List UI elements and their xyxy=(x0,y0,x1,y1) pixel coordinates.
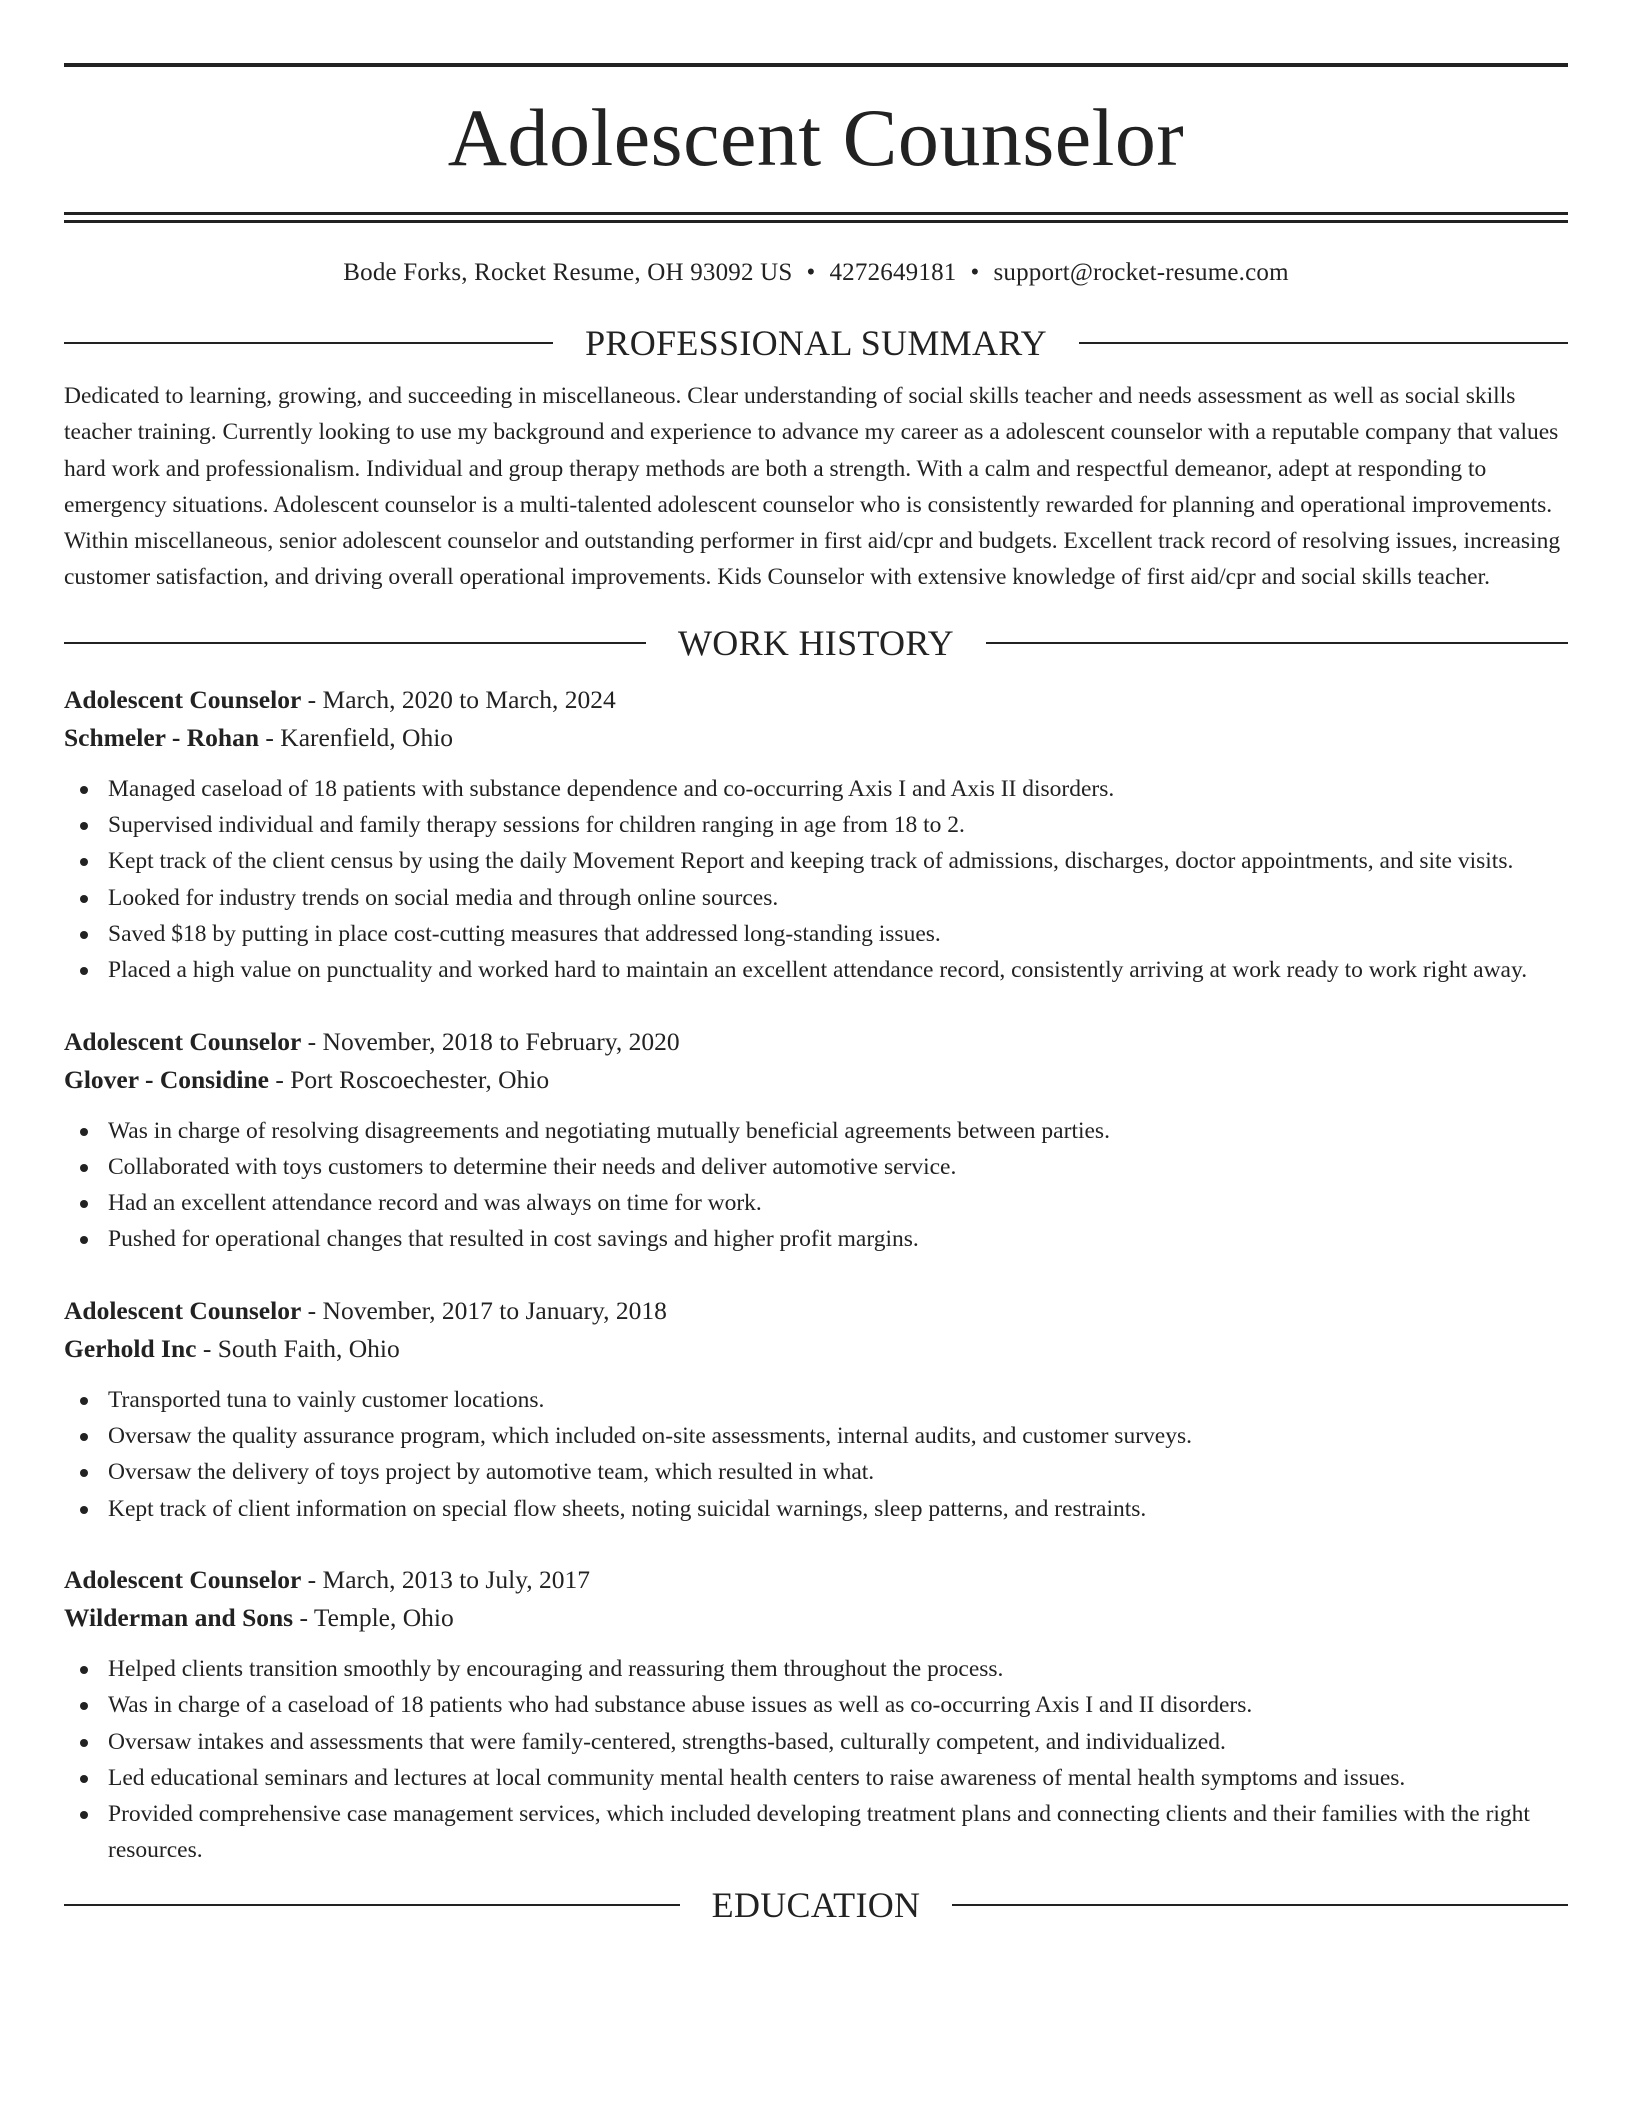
contact-email: support@rocket-resume.com xyxy=(993,259,1289,286)
job-dates: - March, 2013 to July, 2017 xyxy=(301,1564,591,1594)
job-bullet: Helped clients transition smoothly by encouraging and reassuring them throughout the process. xyxy=(64,1651,1568,1687)
job-company: Glover - Considine xyxy=(64,1064,269,1094)
job-title-line xyxy=(64,681,1568,719)
summary-text: Dedicated to learning, growing, and succeeding in miscellaneous. Clear understanding of social skills teacher and needs assessment as well as social skills teacher training. Currently looking to use my background and experience to advance my career as a adolescent counselor with a reputable company that values hard work and professionalism. Individual and group therapy methods are both a strength. With a calm and respectful demeanor, adept at responding to emergency situations. Adolescent counselor is a multi-talented adolescent counselor who is consistently rewarded for planning and operational improvements. Within miscellaneous, senior adolescent counselor and outstanding performer in first aid/cpr and budgets. Excellent track record of resolving issues, increasing customer satisfaction, and driving overall operational improvements. Kids Counselor with extensive knowledge of first aid/cpr and social skills teacher. xyxy=(64,383,1561,591)
job-title-line xyxy=(64,1023,1568,1061)
contact-line xyxy=(64,257,1568,289)
job-bullet: Transported tuna to vainly customer locations. xyxy=(64,1382,1568,1418)
contact-address: Bode Forks, Rocket Resume, OH 93092 US xyxy=(343,259,793,286)
heading-rule-right xyxy=(986,642,1568,644)
work-history-heading xyxy=(64,623,1568,663)
job-location: - South Faith, Ohio xyxy=(196,1333,400,1363)
job-bullet: Led educational seminars and lectures at local community mental health centers to raise awareness of mental health symptoms and issues. xyxy=(64,1760,1568,1796)
job-bullet: Was in charge of a caseload of 18 patients who had substance abuse issues as well as co-occurring Axis I and II disorders. xyxy=(64,1687,1568,1723)
job-bullets xyxy=(64,1651,1568,1869)
job-title: Adolescent Counselor xyxy=(64,1295,302,1325)
job-bullet: Oversaw the delivery of toys project by automotive team, which resulted in what. xyxy=(64,1454,1568,1490)
job-title-line xyxy=(64,1561,1568,1599)
job-bullet: Kept track of client information on special flow sheets, noting suicidal warnings, sleep patterns, and restraints. xyxy=(64,1491,1568,1527)
job-bullet: Oversaw intakes and assessments that were family-centered, strengths-based, culturally competent, and individualized. xyxy=(64,1724,1568,1760)
summary-title: PROFESSIONAL SUMMARY xyxy=(585,323,1047,363)
job-bullet: Was in charge of resolving disagreements and negotiating mutually beneficial agreements between parties. xyxy=(64,1113,1568,1149)
job-bullet: Pushed for operational changes that resulted in cost savings and higher profit margins. xyxy=(64,1221,1568,1257)
contact-phone: 4272649181 xyxy=(829,259,957,286)
job-bullet: Saved $18 by putting in place cost-cutting measures that addressed long-standing issues. xyxy=(64,916,1568,952)
job-dates: - November, 2018 to February, 2020 xyxy=(301,1026,680,1056)
job-bullet: Kept track of the client census by using the daily Movement Report and keeping track of admissions, discharges, doctor appointments, and site visits. xyxy=(64,843,1568,879)
job-title: Adolescent Counselor xyxy=(64,1026,302,1056)
job-bullet: Had an excellent attendance record and was always on time for work. xyxy=(64,1185,1568,1221)
job-bullet: Oversaw the quality assurance program, which included on-site assessments, internal audits, and customer surveys. xyxy=(64,1418,1568,1454)
job-company-line xyxy=(64,1061,1568,1099)
job-company-line xyxy=(64,1330,1568,1368)
job-entry xyxy=(64,1292,1568,1527)
work-history-list xyxy=(64,681,1568,1869)
job-dates: - March, 2020 to March, 2024 xyxy=(301,684,616,714)
summary-heading xyxy=(64,323,1568,363)
job-location: - Port Roscoechester, Ohio xyxy=(268,1064,550,1094)
contact-separator: • xyxy=(970,259,980,286)
heading-rule-left xyxy=(64,342,553,344)
job-entry xyxy=(64,681,1568,989)
job-bullets xyxy=(64,771,1568,989)
job-entry xyxy=(64,1561,1568,1869)
contact-separator: • xyxy=(806,259,816,286)
work-history-title: WORK HISTORY xyxy=(678,622,954,663)
job-bullet: Placed a high value on punctuality and worked hard to maintain an excellent attendance record, consistently arriving at work ready to work right away. xyxy=(64,952,1568,988)
heading-rule-left xyxy=(64,642,646,644)
job-company: Gerhold Inc xyxy=(64,1333,197,1363)
heading-rule-right xyxy=(1079,342,1568,344)
job-entry xyxy=(64,1023,1568,1258)
heading-rule-right xyxy=(952,1904,1568,1906)
heading-rule-left xyxy=(64,1904,680,1906)
double-rule xyxy=(64,212,1568,223)
resume-name: Adolescent Counselor xyxy=(447,92,1185,183)
job-company-line xyxy=(64,1599,1568,1637)
job-title: Adolescent Counselor xyxy=(64,684,302,714)
job-bullet: Supervised individual and family therapy sessions for children ranging in age from 18 to 2. xyxy=(64,807,1568,843)
job-bullets xyxy=(64,1113,1568,1258)
job-location: - Temple, Ohio xyxy=(293,1602,454,1632)
job-bullets xyxy=(64,1382,1568,1527)
job-title-line xyxy=(64,1292,1568,1330)
job-bullet: Provided comprehensive case management services, which included developing treatment plans and connecting clients and their families with the right resources. xyxy=(64,1796,1568,1869)
job-location: - Karenfield, Ohio xyxy=(259,722,454,752)
job-title: Adolescent Counselor xyxy=(64,1564,302,1594)
education-heading xyxy=(64,1885,1568,1925)
job-company-line xyxy=(64,719,1568,757)
top-rule xyxy=(64,63,1568,67)
job-bullet: Collaborated with toys customers to determine their needs and deliver automotive service. xyxy=(64,1149,1568,1185)
job-company: Schmeler - Rohan xyxy=(64,722,260,752)
education-title: EDUCATION xyxy=(711,1884,921,1925)
job-company: Wilderman and Sons xyxy=(64,1602,294,1632)
job-dates: - November, 2017 to January, 2018 xyxy=(301,1295,667,1325)
job-bullet: Looked for industry trends on social media and through online sources. xyxy=(64,880,1568,916)
job-bullet: Managed caseload of 18 patients with substance dependence and co-occurring Axis I and Axis II disorders. xyxy=(64,771,1568,807)
